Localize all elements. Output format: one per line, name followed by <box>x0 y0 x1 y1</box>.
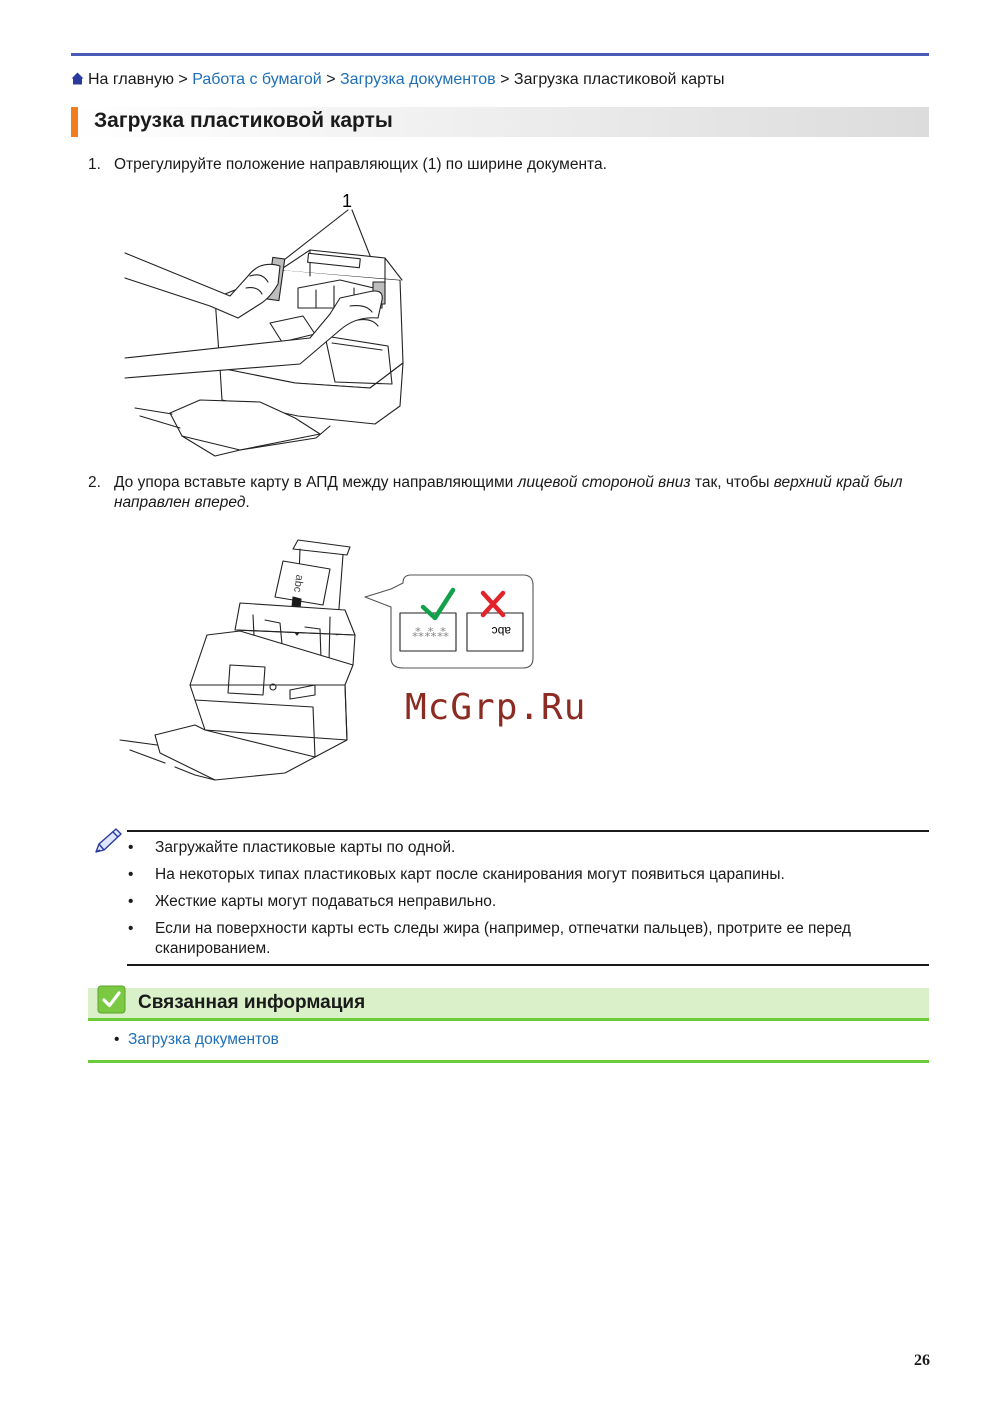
step-text <box>114 473 904 513</box>
header-rule <box>71 53 929 56</box>
step-text-part: так, чтобы <box>690 474 774 491</box>
watermark: McGrp.Ru <box>405 687 587 728</box>
related-info-rule <box>88 1018 929 1021</box>
related-link-documents[interactable]: Загрузка документов <box>128 1031 279 1048</box>
breadcrumb <box>71 71 725 90</box>
related-info-title: Связанная информация <box>138 992 366 1013</box>
list-item: • Если на поверхности карты есть следы жира (например, отпечатки пальцев), протрите ее перед сканированием. <box>127 919 927 959</box>
card-correct-text <box>412 626 450 640</box>
note-top-rule <box>127 830 929 832</box>
list-item: • Жесткие карты могут подаваться неправильно. <box>127 892 927 912</box>
card-glyphs: abc <box>291 573 306 594</box>
breadcrumb-separator: > <box>326 71 336 88</box>
step-text-part: До упора вставьте карту в АПД между направляющими <box>114 474 518 491</box>
page-title-bar <box>71 107 929 137</box>
bullet: • <box>114 1031 129 1048</box>
breadcrumb-link-paper[interactable]: Работа с бумагой <box>192 71 322 88</box>
page-number: 26 <box>914 1352 930 1369</box>
checkmark-icon <box>97 985 127 1015</box>
breadcrumb-current: Загрузка пластиковой карты <box>513 71 725 88</box>
note-list <box>127 838 927 966</box>
title-marker <box>71 107 78 137</box>
related-link-item <box>114 1031 279 1049</box>
home-icon[interactable] <box>71 72 84 90</box>
figure-adjust-guides <box>120 188 420 463</box>
related-info-end-rule <box>88 1060 929 1063</box>
breadcrumb-separator: > <box>178 71 188 88</box>
list-item: • На некоторых типах пластиковых карт после сканирования могут появиться царапины. <box>127 865 927 885</box>
step-2 <box>88 473 928 517</box>
step-number: 1. <box>88 156 101 173</box>
breadcrumb-separator: > <box>500 71 510 88</box>
step-number: 2. <box>88 474 101 491</box>
breadcrumb-home-link[interactable]: На главную <box>88 71 174 88</box>
list-item: • Загружайте пластиковые карты по одной. <box>127 838 927 858</box>
step-text-emphasis: лицевой стороной вниз <box>517 474 691 491</box>
card-wrong-text: abc <box>491 624 511 638</box>
pencil-icon <box>92 826 124 856</box>
figure-callout-label: 1 <box>342 191 353 211</box>
page-title: Загрузка пластиковой карты <box>94 109 393 132</box>
note-bottom-rule <box>127 964 929 966</box>
step-text: Отрегулируйте положение направляющих (1) по ширине документа. <box>114 156 607 173</box>
breadcrumb-link-documents[interactable]: Загрузка документов <box>340 71 496 88</box>
step-text-emphasis: верхний край был направлен вперед <box>114 474 903 511</box>
step-1 <box>88 155 928 177</box>
figure-insert-card <box>115 535 545 785</box>
svg-text:⁂⁂⁂: ⁂⁂⁂ <box>412 626 450 640</box>
step-text-part: . <box>245 494 250 511</box>
